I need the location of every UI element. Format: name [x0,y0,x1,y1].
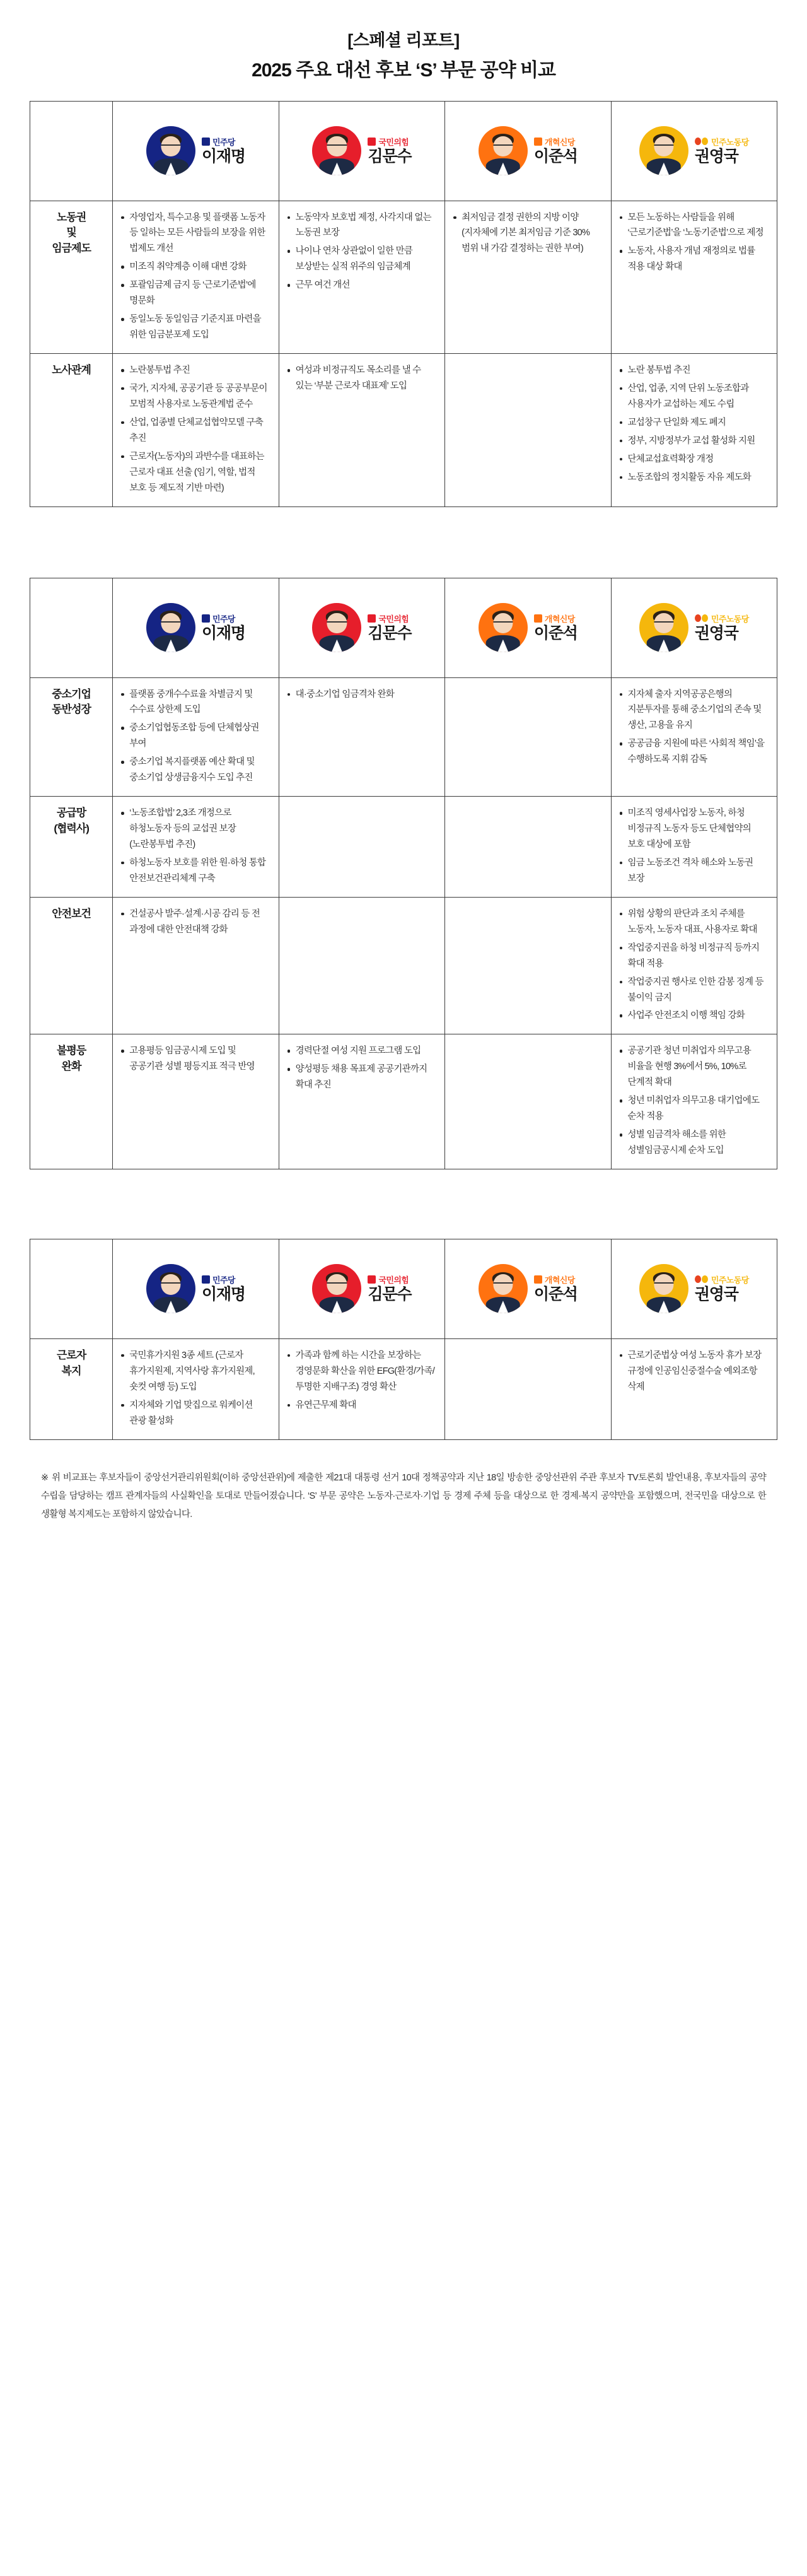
comparison-table-1 [30,101,777,507]
candidate-portrait-icon [639,603,688,652]
candidate-header-cell-2 [279,1239,444,1338]
pledge-cell [611,201,777,354]
pledge-item: 여성과 비정규직도 목소리를 낼 수 있는 ‘부분 근로자 대표제’ 도입 [287,363,437,394]
pledge-cell [113,201,279,354]
comparison-table-1-wrap [30,101,777,507]
table-row [30,201,777,354]
pledge-item: 하청노동자 보호를 위한 원·하청 통합 안전보건관리체계 구축 [120,855,270,887]
candidate-header-row [30,101,777,201]
pledge-list [120,1043,270,1075]
pledge-list [619,363,769,486]
pledge-item: 중소기업협동조합 등에 단체협상권 부여 [120,720,270,752]
pledge-item: 공공기관 청년 미취업자 의무고용 비율을 현행 3%에서 5%, 10%로 단계적 확대 [619,1043,769,1091]
pledge-list [453,687,603,693]
candidate-meta [534,136,578,166]
row-label-line: 임금제도 [52,242,91,254]
candidate-header-cell-4 [611,101,777,201]
party-name: 민주노동당 [711,1275,749,1285]
candidate-portrait-icon [479,603,528,652]
candidate-chip [284,603,439,652]
party-logo-icon [202,614,210,623]
pledge-item: 노란봉투법 추진 [120,363,270,378]
pledge-cell [279,677,444,797]
pledge-item: 근무 여건 개선 [287,278,437,293]
party-logo-icon [202,1275,210,1284]
row-label-1 [30,677,113,797]
candidate-name: 이준석 [533,624,578,642]
pledge-cell [611,797,777,898]
candidate-header-cell-2 [279,578,444,677]
candidate-header-row [30,578,777,677]
candidate-meta [368,136,411,166]
pledge-item: 중소기업 복지플랫폼 예산 확대 및 중소기업 상생금융지수 도입 추진 [120,754,270,786]
table-corner-cell [30,101,113,201]
pledge-item: 노란 봉투법 추진 [619,363,769,378]
candidate-portrait-icon [146,603,195,652]
row-label-2 [30,354,113,507]
pledge-cell [279,897,444,1034]
candidate-chip [118,603,273,652]
candidate-header-cell-4 [611,578,777,677]
row-label-line: 불평등 [56,1045,86,1057]
pledge-cell [445,797,611,898]
candidate-meta [695,1274,749,1304]
pledge-item: 미조직 영세사업장 노동자, 하청 비정규직 노동자 등도 단체협약의 보호 대상에 포함 [619,805,769,853]
pledge-list [120,363,270,496]
pledge-item: 위험 상황의 판단과 조치 주체를 노동자, 노동자 대표, 사용자로 확대 [619,906,769,938]
pledge-item: 지자체 출자 지역공공은행의 지분투자를 통해 중소기업의 존속 및 생산, 고용을 유지 [619,687,769,734]
party-logo-icon [368,614,376,623]
report-title: 2025 주요 대선 후보 ‘S’ 부문 공약 비교 [252,59,555,81]
candidate-portrait-icon [639,1264,688,1313]
pledge-item: 산업, 업종, 지역 단위 노동조합과 사용자가 교섭하는 제도 수립 [619,381,769,413]
party-logo-icon [534,614,542,623]
pledge-item: 교섭창구 단일화 제도 폐지 [619,415,769,431]
pledge-list [287,1348,437,1414]
candidate-header-cell-1 [113,101,279,201]
party-logo-icon [368,138,376,146]
pledge-list [453,210,603,257]
candidate-chip [450,126,605,175]
row-label-line: 노사관계 [52,364,91,376]
pledge-list [619,210,769,276]
pledge-item: 국가, 지자체, 공공기관 등 공공부문이 모범적 사용자로 노동관계법 준수 [120,381,270,413]
row-label-line: 동반성장 [52,703,91,716]
pledge-list [120,906,270,938]
table-row [30,677,777,797]
report-eyebrow: [스페셜 리포트] [347,31,460,50]
pledge-list [453,1043,603,1050]
candidate-portrait-icon [639,126,688,175]
row-label-line: 안전보건 [52,907,91,920]
party-name: 개혁신당 [544,137,575,147]
pledge-cell [611,897,777,1034]
pledge-item: 성별 임금격차 해소를 위한 성별임금공시제 순차 도입 [619,1127,769,1159]
pledge-item: 노동조합의 정치활동 자유 제도화 [619,470,769,486]
pledge-cell [445,1338,611,1439]
party-row [534,613,578,624]
pledge-cell [279,1034,444,1169]
party-name: 개혁신당 [544,1275,575,1285]
footnote: ※ 위 비교표는 후보자들이 중앙선거관리위원회(이하 중앙선관위)에 제출한 제21대 대통령 선거 10대 정책공약과 지난 18일 방송한 중앙선관위 주관 후보자 TV토론회 발언내용, 후보자들의 공약 수립을 담당하는 캠프 관계자들의 사실확인을 토대로 만들어졌습니다. ‘S’ 부문 공약은 노동자·근로자·기업 등 경제 주체 등을 대상으로 한 경제·복지 공약만을 포함했으며, 전국민을 대상으로 한 생활형 복지제도는 포함하지 않았습니다. [41,1472,766,1519]
comparison-table-2 [30,578,777,1169]
pledge-list [453,363,603,369]
pledge-cell [445,201,611,354]
party-name: 국민의힘 [378,137,409,147]
pledge-item: 최저임금 결정 권한의 지방 이양 (지자체에 기본 최저임금 기준 30% 범위 내 가감 결정하는 권한 부여) [453,210,603,257]
pledge-list [619,805,769,887]
row-label-line: 노동권 [56,211,86,223]
party-row [695,136,749,147]
pledge-list [120,1348,270,1429]
pledge-item: 고용평등 임금공시제 도입 및 공공기관 성별 평등지표 적극 반영 [120,1043,270,1075]
candidate-portrait-icon [312,126,361,175]
candidate-name: 권영국 [694,147,738,165]
pledge-list [619,687,769,768]
pledge-list [453,906,603,913]
party-row [695,1274,749,1285]
table-row [30,897,777,1034]
pledge-cell [445,677,611,797]
party-name: 민주당 [212,137,235,147]
candidate-chip [284,1264,439,1313]
row-label-2 [30,797,113,898]
pledge-item: 자영업자, 특수고용 및 플랫폼 노동자 등 일하는 모든 사람들의 보장을 위한 법제도 개선 [120,210,270,257]
pledge-item: 국민휴가지원 3종 세트 (근로자 휴가지원제, 지역사랑 휴가지원제, 숏컷 여행 등) 도입 [120,1348,270,1395]
party-logo-icon [534,1275,542,1284]
pledge-item: 작업중지권을 하청 비정규직 등까지 확대 적용 [619,940,769,972]
pledge-item: 플랫폼 중개수수료율 차별금지 및 수수료 상한제 도입 [120,687,270,718]
section-gap-2 [0,1169,807,1239]
candidate-meta [695,613,749,643]
pledge-cell [113,797,279,898]
row-label-1 [30,1338,113,1439]
pledge-list [287,1043,437,1093]
candidate-name: 이재명 [202,624,245,642]
pledge-list [120,687,270,787]
candidate-name: 이재명 [202,147,245,165]
candidate-header-cell-3 [445,101,611,201]
pledge-item: 포괄임금제 금지 등 ‘근로기준법’에 명문화 [120,278,270,309]
pledge-cell [279,201,444,354]
candidate-portrait-icon [312,1264,361,1313]
pledge-item: 대·중소기업 임금격차 완화 [287,687,437,703]
pledge-list [287,210,437,294]
party-row [368,613,411,624]
party-row [202,613,245,624]
candidate-meta [368,1274,411,1304]
table-row [30,797,777,898]
candidate-name: 이준석 [533,147,578,165]
candidate-portrait-icon [146,1264,195,1313]
party-row [695,613,749,624]
candidate-chip [617,1264,772,1313]
pledge-list [619,1043,769,1159]
table-row [30,1338,777,1439]
party-logo-icon [368,1275,376,1284]
candidate-name: 권영국 [694,624,738,642]
pledge-item: 작업중지권 행사로 인한 감봉 징계 등 불이익 금지 [619,975,769,1006]
pledge-cell [113,1338,279,1439]
pledge-item: ‘노동조합법’ 2,3조 개정으로 하청노동자 등의 교섭권 보장(노란봉투법 추진) [120,805,270,853]
section-gap-1 [0,507,807,578]
comparison-table-3-wrap [30,1239,777,1440]
comparison-table-3 [30,1239,777,1440]
party-name: 국민의힘 [378,614,409,624]
pledge-item: 경력단절 여성 지원 프로그램 도입 [287,1043,437,1059]
pledge-item: 노동약자 보호법 제정, 사각지대 없는 노동권 보장 [287,210,437,242]
candidate-name: 김문수 [368,624,412,642]
candidate-meta [534,613,578,643]
candidate-header-cell-4 [611,1239,777,1338]
candidate-name: 김문수 [368,147,412,165]
candidate-chip [284,126,439,175]
row-label-4 [30,1034,113,1169]
candidate-chip [617,126,772,175]
party-name: 민주노동당 [711,137,749,147]
candidate-portrait-icon [479,1264,528,1313]
pledge-list [619,906,769,1024]
row-label-line: 완화 [61,1060,81,1073]
candidate-portrait-icon [312,603,361,652]
pledge-cell [445,354,611,507]
party-row [534,1274,578,1285]
candidate-header-cell-3 [445,1239,611,1338]
pledge-item: 양성평등 채용 목표제 공공기관까지 확대 추진 [287,1062,437,1093]
candidate-meta [368,613,411,643]
pledge-cell [279,354,444,507]
party-name: 개혁신당 [544,614,575,624]
pledge-item: 근로기준법상 여성 노동자 휴가 보장 규정에 인공임신중절수술 예외조항 삭제 [619,1348,769,1395]
pledge-cell [611,354,777,507]
party-name: 민주당 [212,614,235,624]
pledge-cell [611,677,777,797]
candidate-portrait-icon [479,126,528,175]
pledge-item: 단체교섭효력확장 개정 [619,452,769,467]
pledge-cell [445,897,611,1034]
party-logo-icon [695,1275,709,1284]
comparison-table-2-wrap [30,578,777,1169]
pledge-cell [279,1338,444,1439]
row-label-line: 복지 [61,1364,81,1377]
party-row [534,136,578,147]
pledge-item: 미조직 취약계층 이해 대변 강화 [120,259,270,275]
pledge-item: 가족과 함께 하는 시간을 보장하는 경영문화 확산을 위한 EFG(환경/가족/투명한 지배구조) 경영 확산 [287,1348,437,1395]
row-label-line: (협력사) [54,822,89,834]
candidate-chip [118,1264,273,1313]
party-row [368,1274,411,1285]
candidate-meta [202,1274,245,1304]
pledge-cell [279,797,444,898]
table-row [30,1034,777,1169]
candidate-meta [534,1274,578,1304]
candidate-name: 이준석 [533,1285,578,1304]
pledge-list [287,805,437,812]
pledge-list [120,210,270,344]
pledge-item: 정부, 지방정부가 교섭 활성화 지원 [619,433,769,449]
pledge-item: 지자체와 기업 맞집으로 워케이션 관광 활성화 [120,1398,270,1429]
candidate-header-cell-1 [113,1239,279,1338]
candidate-name: 김문수 [368,1285,412,1304]
candidate-name: 이재명 [202,1285,245,1304]
pledge-item: 사업주 안전조치 이행 책임 강화 [619,1008,769,1024]
candidate-meta [202,136,245,166]
pledge-list [453,1348,603,1354]
candidate-meta [695,136,749,166]
party-name: 민주노동당 [711,614,749,624]
party-logo-icon [202,138,210,146]
party-logo-icon [534,138,542,146]
row-label-line: 및 [66,226,76,239]
table-corner-cell [30,1239,113,1338]
pledge-list [120,805,270,887]
candidate-chip [450,603,605,652]
candidate-chip [617,603,772,652]
candidate-chip [450,1264,605,1313]
pledge-item: 근로자(노동자)의 과반수를 대표하는 근로자 대표 선출 (임기, 역할, 법적 보호 등 제도적 기반 마련) [120,449,270,496]
pledge-cell [611,1338,777,1439]
row-label-line: 근로자 [56,1349,86,1361]
pledge-item: 공공금융 지원에 따른 ‘사회적 책임’을 수행하도록 지휘 감독 [619,736,769,768]
pledge-cell [113,897,279,1034]
candidate-header-row [30,1239,777,1338]
pledge-item: 모든 노동하는 사람들을 위해 ‘근로기준법’을 ‘노동기준법’으로 제정 [619,210,769,242]
page-title [0,0,807,101]
pledge-list [619,1348,769,1395]
row-label-3 [30,897,113,1034]
party-row [202,136,245,147]
pledge-cell [113,677,279,797]
party-logo-icon [695,614,709,623]
table-corner-cell [30,578,113,677]
row-label-line: 공급망 [56,807,86,819]
pledge-list [287,687,437,703]
party-row [202,1274,245,1285]
candidate-portrait-icon [146,126,195,175]
pledge-item: 청년 미취업자 의무고용 대기업에도 순차 적용 [619,1093,769,1125]
pledge-list [287,906,437,913]
pledge-item: 유연근무제 확대 [287,1398,437,1414]
row-label-line: 중소기업 [52,688,91,700]
row-label-1 [30,201,113,354]
pledge-cell [113,1034,279,1169]
pledge-list [453,805,603,812]
candidate-name: 권영국 [694,1285,738,1304]
party-name: 국민의힘 [378,1275,409,1285]
party-row [368,136,411,147]
candidate-header-cell-1 [113,578,279,677]
pledge-item: 노동자, 사용자 개념 재정의로 법률 적용 대상 확대 [619,243,769,275]
candidate-meta [202,613,245,643]
candidate-chip [118,126,273,175]
party-name: 민주당 [212,1275,235,1285]
party-logo-icon [695,138,709,146]
candidate-header-cell-2 [279,101,444,201]
pledge-item: 나이나 연차 상관없이 일한 만큼 보상받는 실적 위주의 임금체계 [287,243,437,275]
pledge-item: 건설공사 발주·설계·시공 감리 등 전 과정에 대한 안전대책 강화 [120,906,270,938]
pledge-cell [611,1034,777,1169]
table-row [30,354,777,507]
pledge-item: 동일노동 동일임금 기준지표 마련을 위한 임금분포제 도입 [120,312,270,343]
pledge-list [287,363,437,394]
pledge-cell [113,354,279,507]
pledge-cell [445,1034,611,1169]
candidate-header-cell-3 [445,578,611,677]
pledge-item: 산업, 업종별 단체교섭협약모델 구축 추진 [120,415,270,447]
pledge-item: 임금 노동조건 격차 해소와 노동권 보장 [619,855,769,887]
